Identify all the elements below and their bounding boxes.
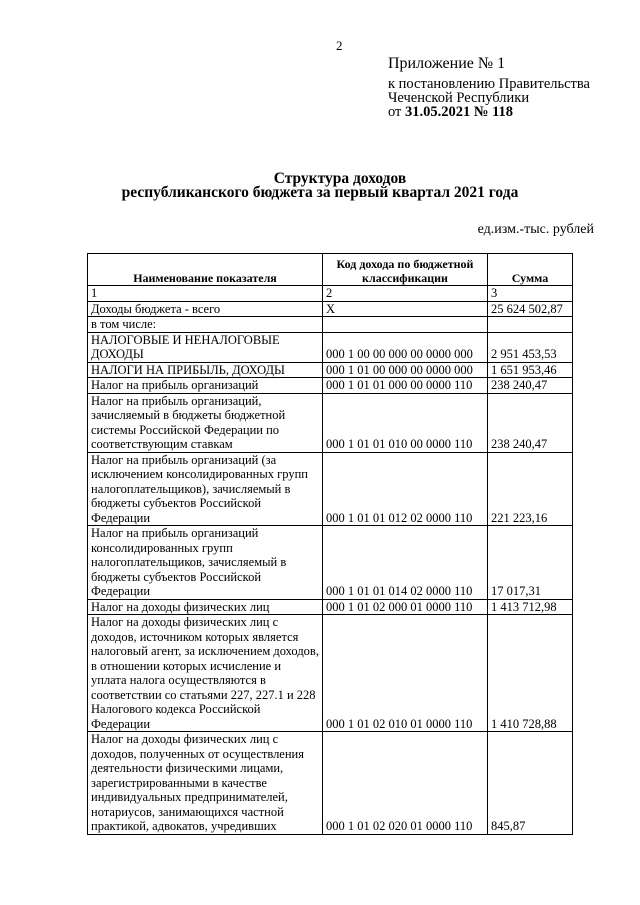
- cell-name: Налог на доходы физических лиц с доходов, источником которых является налоговый агент, за исключением доходов, в отношении которых исчисление и уплата налога осуществляются в соответствии со статьями 227, 227.1 и 228 Налогового кодекса Российской Федерации: [88, 615, 323, 732]
- cell-code: 000 1 01 02 020 01 0000 110: [323, 732, 488, 835]
- cell-name: Налог на прибыль организаций (за исключением консолидированных групп налогоплательщиков), зачисляемый в бюджеты субъектов Российской Федерации: [88, 452, 323, 526]
- header-code: Код дохода по бюджетной классификации: [323, 254, 488, 286]
- title-line-1: Структура доходов: [273, 170, 407, 187]
- cell-code: 000 1 01 02 010 01 0000 110: [323, 615, 488, 732]
- table-row: [88, 452, 573, 526]
- appendix-line-2: Чеченской Республики: [388, 90, 530, 106]
- cell-name: Доходы бюджета - всего: [88, 301, 323, 317]
- appendix-block: [388, 57, 590, 119]
- cell-name: Налог на доходы физических лиц с доходов, полученных от осуществления деятельности физическими лицами, зарегистрированными в качестве индивидуальных предпринимателей, нотариусов, занимающихся частной практикой, адвокатов, учредивших: [88, 732, 323, 835]
- table-row: [88, 317, 573, 333]
- table-row: [88, 362, 573, 378]
- appendix-date-prefix: от: [388, 104, 406, 120]
- cell-sum: 17 017,31: [488, 526, 573, 600]
- table-header-row: [88, 254, 573, 286]
- cell-name: Налог на прибыль организаций консолидированных групп налогоплательщиков, зачисляемый в бюджеты субъектов Российской Федерации: [88, 526, 323, 600]
- appendix-title: Приложение № 1: [388, 55, 506, 72]
- table-row: [88, 732, 573, 835]
- cell-sum: 238 240,47: [488, 393, 573, 452]
- column-number: 3: [488, 286, 573, 302]
- cell-code: 000 1 01 01 012 02 0000 110: [323, 452, 488, 526]
- cell-code: 000 1 01 01 000 00 0000 110: [323, 378, 488, 394]
- unit-label: ед.изм.-тыс. рублей: [477, 222, 594, 237]
- header-name: Наименование показателя: [88, 254, 323, 286]
- header-sum: Сумма: [488, 254, 573, 286]
- appendix-line-1: к постановлению Правительства: [388, 76, 590, 92]
- table-row: [88, 393, 573, 452]
- cell-sum: 1 651 953,46: [488, 362, 573, 378]
- column-number: 2: [323, 286, 488, 302]
- table-row: [88, 526, 573, 600]
- table-row: [88, 332, 573, 362]
- cell-name: Налог на прибыль организаций: [88, 378, 323, 394]
- revenue-table: [87, 253, 573, 835]
- cell-sum: 221 223,16: [488, 452, 573, 526]
- cell-code: 000 1 01 01 010 00 0000 110: [323, 393, 488, 452]
- table-row: [88, 301, 573, 317]
- cell-name: НАЛОГОВЫЕ И НЕНАЛОГОВЫЕ ДОХОДЫ: [88, 332, 323, 362]
- cell-code: 000 1 00 00 000 00 0000 000: [323, 332, 488, 362]
- cell-sum: 1 410 728,88: [488, 615, 573, 732]
- cell-name: Налог на доходы физических лиц: [88, 599, 323, 615]
- cell-name: Налог на прибыль организаций, зачисляемый в бюджеты бюджетной системы Российской Федерации по соответствующим ставкам: [88, 393, 323, 452]
- title-line-2: республиканского бюджета за первый квартал 2021 года: [121, 184, 519, 201]
- cell-sum: 25 624 502,87: [488, 301, 573, 317]
- cell-sum: 238 240,47: [488, 378, 573, 394]
- cell-code: 000 1 01 01 014 02 0000 110: [323, 526, 488, 600]
- page-number: 2: [336, 38, 343, 53]
- appendix-date: [388, 105, 590, 119]
- table-row: [88, 615, 573, 732]
- cell-code: [323, 317, 488, 333]
- cell-name: в том числе:: [88, 317, 323, 333]
- cell-sum: 1 413 712,98: [488, 599, 573, 615]
- cell-name: НАЛОГИ НА ПРИБЫЛЬ, ДОХОДЫ: [88, 362, 323, 378]
- table-row: [88, 378, 573, 394]
- cell-code: X: [323, 301, 488, 317]
- table-row: [88, 599, 573, 615]
- cell-sum: 845,87: [488, 732, 573, 835]
- cell-code: 000 1 01 02 000 01 0000 110: [323, 599, 488, 615]
- column-number-row: [88, 286, 573, 302]
- document-title: [0, 172, 640, 200]
- cell-sum: 2 951 453,53: [488, 332, 573, 362]
- cell-code: 000 1 01 00 000 00 0000 000: [323, 362, 488, 378]
- column-number: 1: [88, 286, 323, 302]
- appendix-date-value: 31.05.2021 № 118: [405, 104, 514, 120]
- cell-sum: [488, 317, 573, 333]
